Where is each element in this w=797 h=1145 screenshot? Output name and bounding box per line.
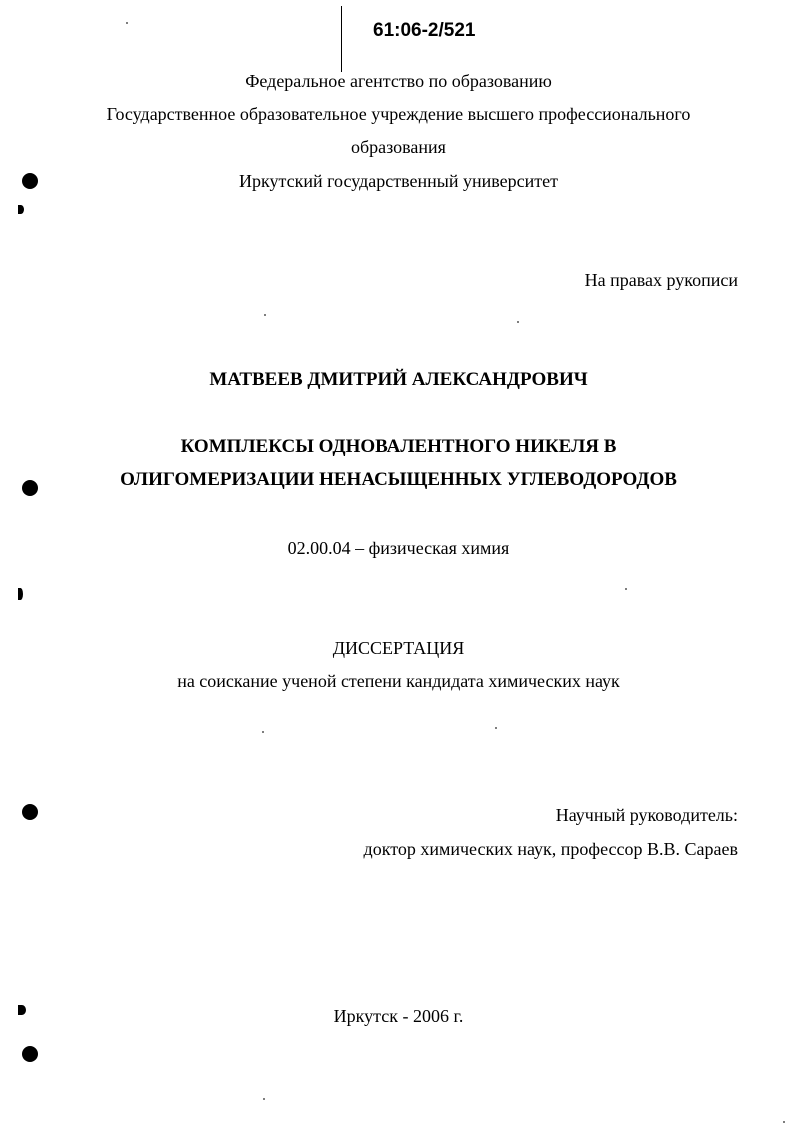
stamp-divider-line bbox=[341, 6, 342, 72]
manuscript-note: На правах рукописи bbox=[584, 270, 738, 290]
institution-line-1: Государственное образовательное учреждение высшего профессионального bbox=[106, 104, 691, 124]
institution-line-2: образования bbox=[351, 137, 446, 157]
scan-mark-3 bbox=[18, 1005, 26, 1015]
speck bbox=[264, 314, 266, 316]
archive-stamp: 61:06-2/521 bbox=[373, 20, 476, 41]
punch-hole-2 bbox=[22, 480, 38, 496]
author-name: МАТВЕЕВ ДМИТРИЙ АЛЕКСАНДРОВИЧ bbox=[209, 369, 588, 390]
speck bbox=[625, 588, 627, 590]
university-name: Иркутский государственный университет bbox=[239, 171, 558, 191]
speck bbox=[517, 321, 519, 323]
title-line-1: КОМПЛЕКСЫ ОДНОВАЛЕНТНОГО НИКЕЛЯ В bbox=[180, 436, 617, 457]
speck bbox=[126, 22, 128, 24]
scan-mark-1 bbox=[18, 205, 24, 214]
speck bbox=[263, 1098, 265, 1100]
specialty: 02.00.04 – физическая химия bbox=[287, 538, 510, 558]
supervisor-name: доктор химических наук, профессор В.В. Сараев bbox=[363, 839, 738, 859]
scan-mark-2 bbox=[18, 588, 23, 600]
supervisor-label: Научный руководитель: bbox=[555, 805, 738, 825]
title-line-2: ОЛИГОМЕРИЗАЦИИ НЕНАСЫЩЕННЫХ УГЛЕВОДОРОДОВ bbox=[120, 469, 677, 490]
speck bbox=[495, 727, 497, 729]
degree-statement: на соискание ученой степени кандидата химических наук bbox=[177, 671, 620, 691]
speck bbox=[262, 731, 264, 733]
punch-hole-4 bbox=[22, 1046, 38, 1062]
agency-name: Федеральное агентство по образованию bbox=[245, 71, 552, 91]
work-type: ДИССЕРТАЦИЯ bbox=[332, 638, 465, 658]
speck bbox=[783, 1121, 785, 1123]
punch-hole-1 bbox=[22, 173, 38, 189]
place-and-year: Иркутск - 2006 г. bbox=[333, 1006, 464, 1026]
punch-hole-3 bbox=[22, 804, 38, 820]
